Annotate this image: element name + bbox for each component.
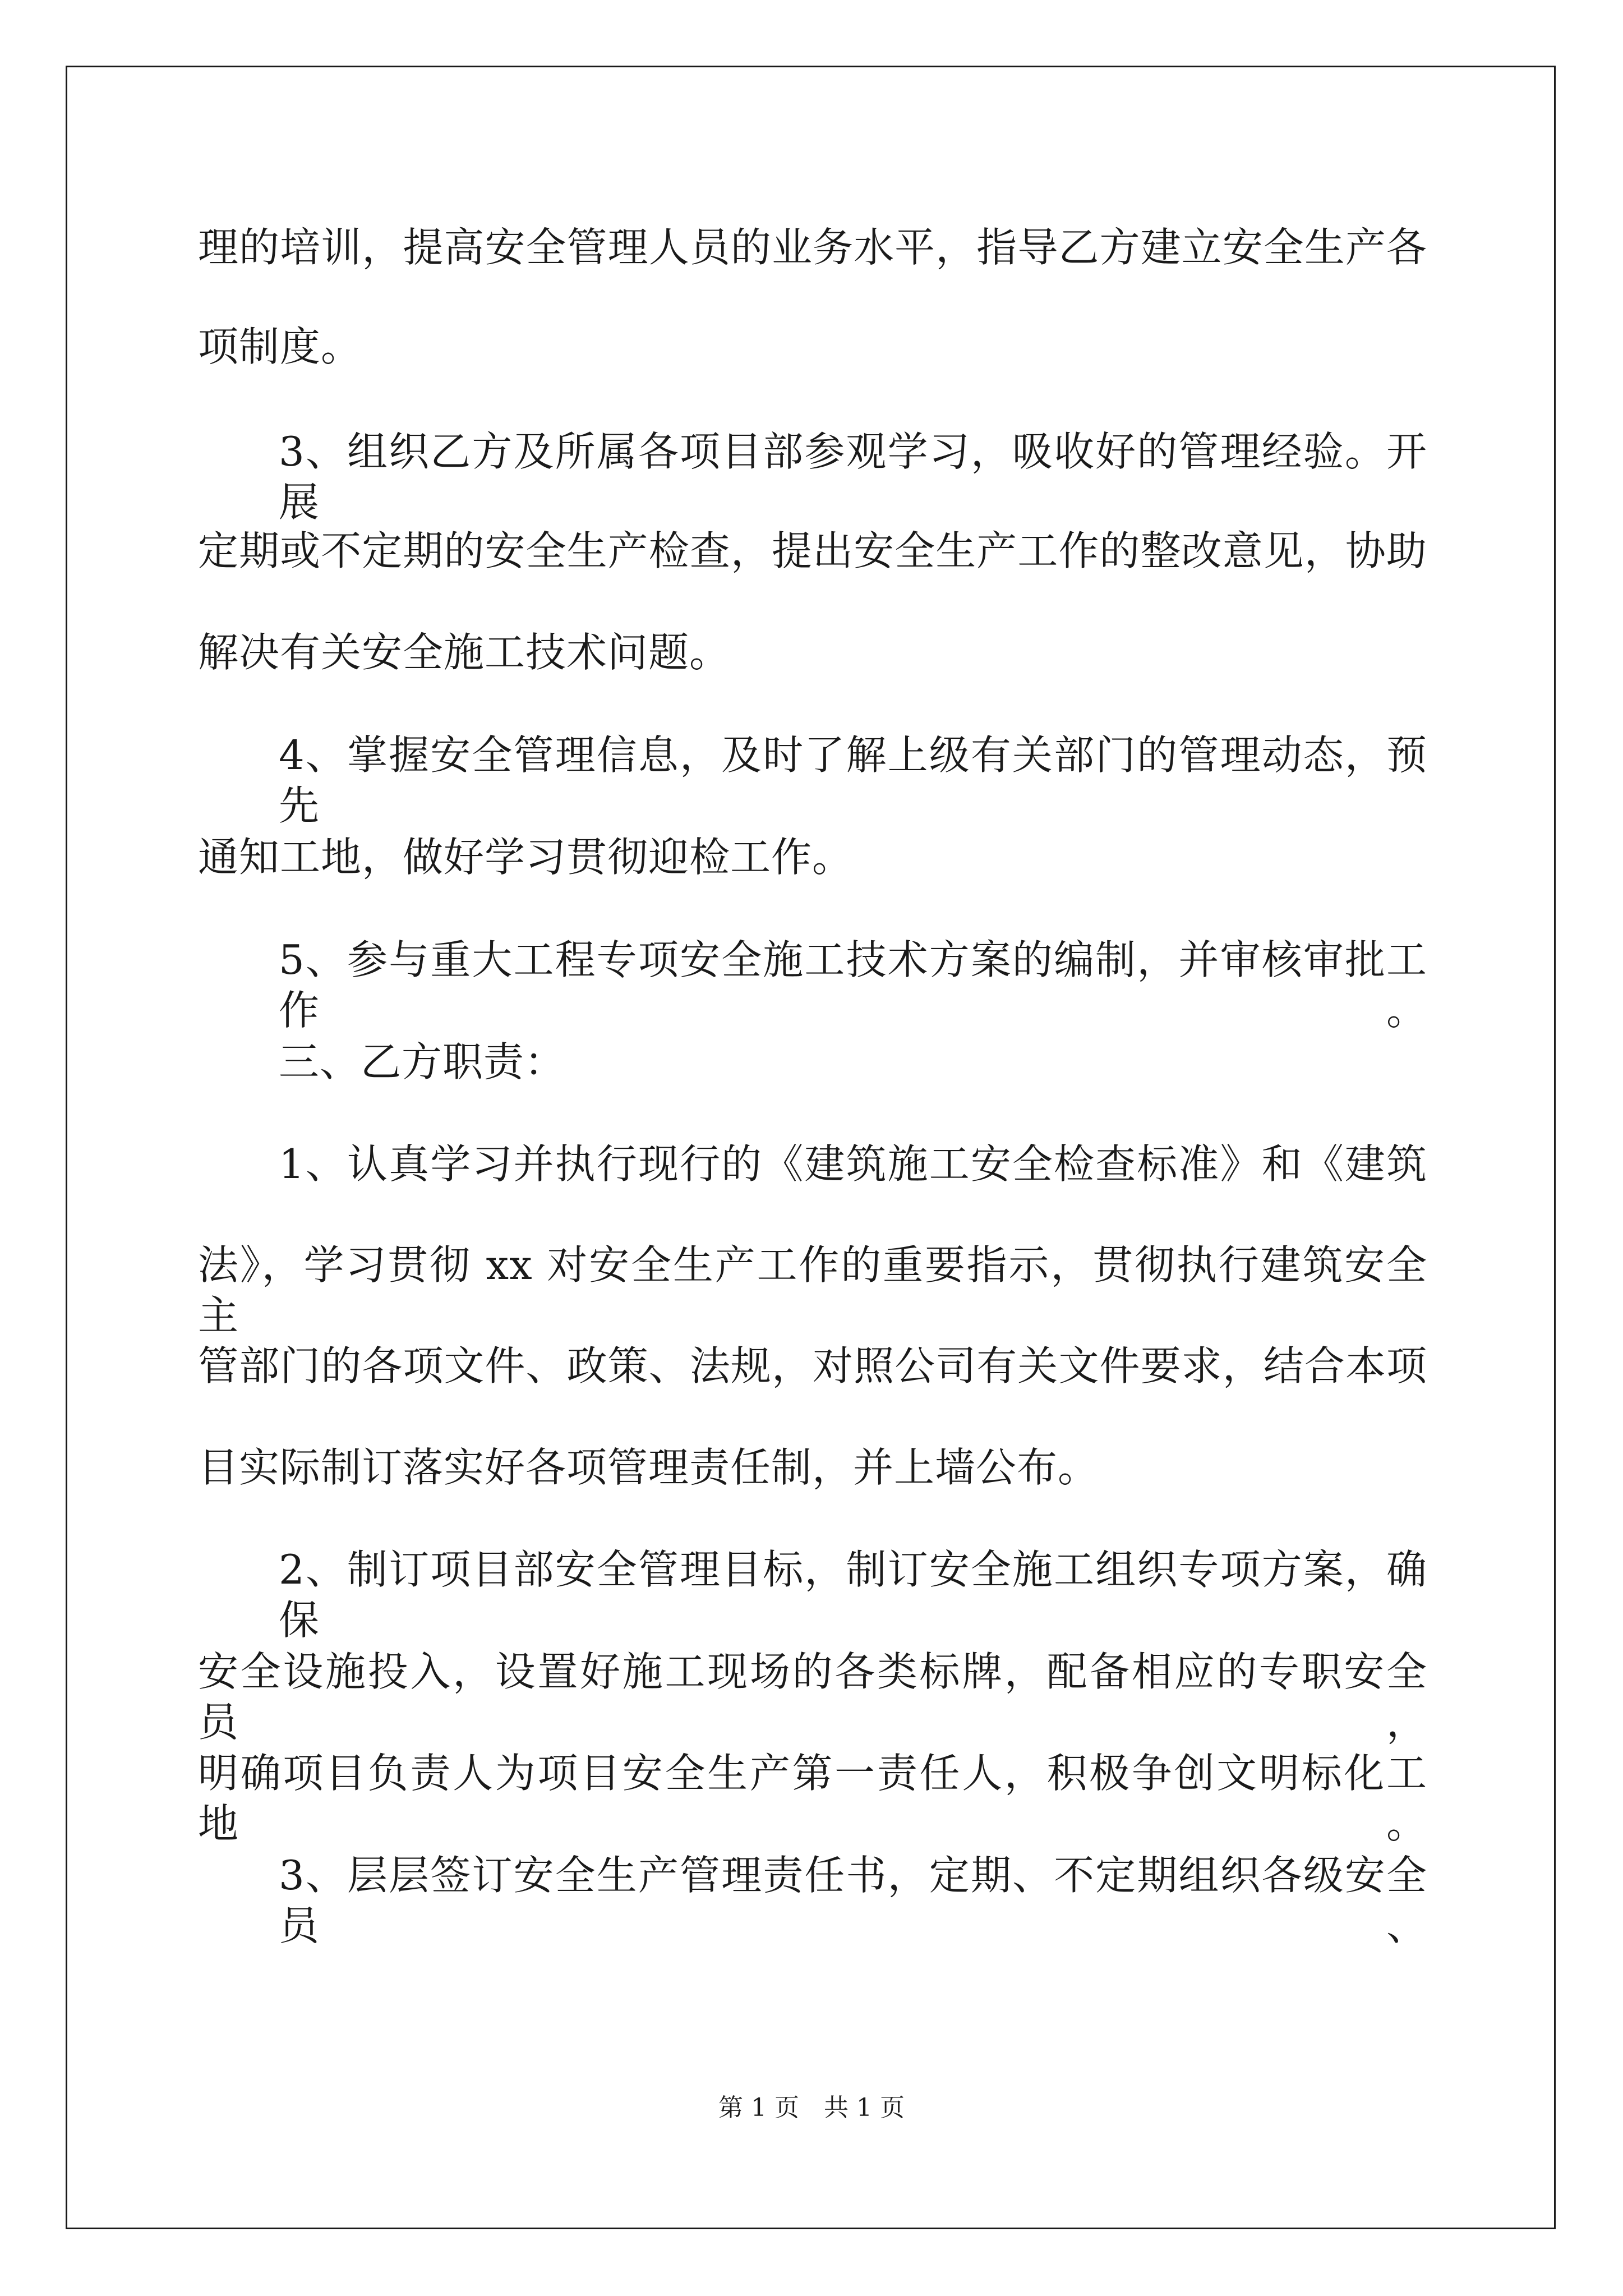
text-line: 定期或不定期的安全生产检查，提出安全生产工作的整改意见，协助 bbox=[198, 527, 1427, 574]
text-line: 3、组织乙方及所属各项目部参观学习，吸收好的管理经验。开展 bbox=[279, 428, 1427, 526]
text-line: 1、认真学习并执行现行的《建筑施工安全检查标准》和《建筑 bbox=[279, 1140, 1427, 1188]
page-footer: 第 1 页 共 1 页 bbox=[718, 2093, 905, 2122]
text-line: 解决有关安全施工技术问题。 bbox=[198, 629, 731, 676]
text-line: 管部门的各项文件、政策、法规，对照公司有关文件要求，结合本项 bbox=[198, 1342, 1427, 1389]
text-line: 2、制订项目部安全管理目标，制订安全施工组织专项方案，确保 bbox=[279, 1546, 1427, 1644]
text-line: 3、层层签订安全生产管理责任书，定期、不定期组织各级安全员、 bbox=[279, 1852, 1427, 1949]
text-line: 目实际制订落实好各项管理责任制，并上墙公布。 bbox=[198, 1444, 1099, 1491]
text-line: 4、掌握安全管理信息，及时了解上级有关部门的管理动态，预先 bbox=[279, 731, 1427, 829]
text-line: 通知工地，做好学习贯彻迎检工作。 bbox=[198, 834, 854, 881]
text-line: 理的培训，提高安全管理人员的业务水平，指导乙方建立安全生产各 bbox=[198, 224, 1427, 271]
text-line: 明确项目负责人为项目安全生产第一责任人，积极争创文明标化工地。 bbox=[198, 1750, 1427, 1847]
text-line: 5、参与重大工程专项安全施工技术方案的编制，并审核审批工作。 bbox=[279, 936, 1427, 1034]
text-line: 法》，学习贯彻 xx 对安全生产工作的重要指示，贯彻执行建筑安全主 bbox=[198, 1241, 1427, 1339]
text-line: 项制度。 bbox=[198, 323, 362, 370]
text-line: 安全设施投入，设置好施工现场的各类标牌，配备相应的专职安全员， bbox=[198, 1648, 1427, 1746]
section-heading: 三、乙方职责： bbox=[279, 1038, 566, 1085]
